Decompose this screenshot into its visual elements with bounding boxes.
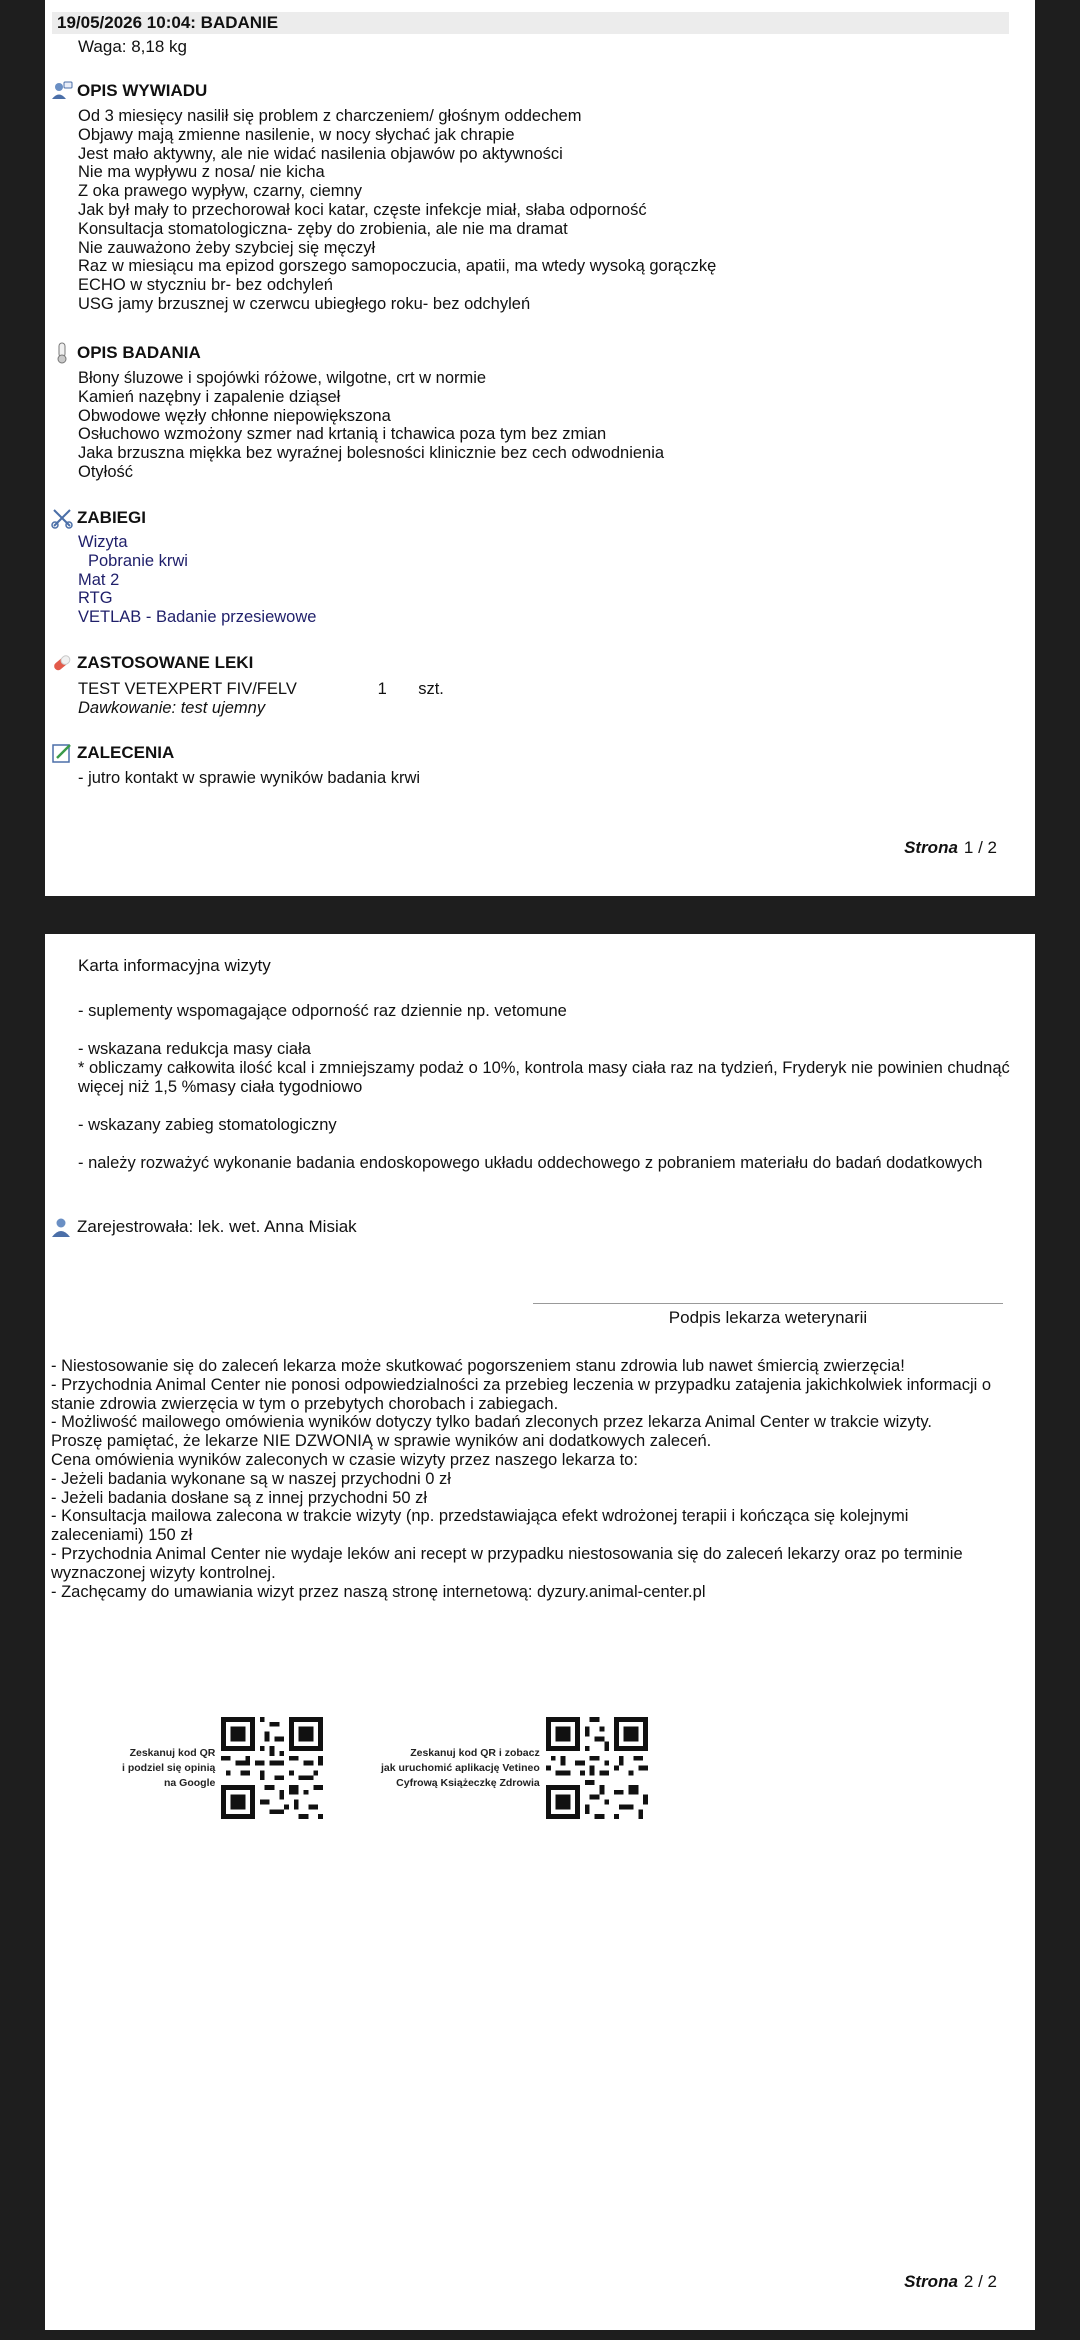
- recommendation-dental: - wskazany zabieg stomatologiczny: [78, 1116, 337, 1134]
- recommendation-weight-loss: - wskazana redukcja masy ciała: [78, 1040, 311, 1058]
- qr-code-icon: [221, 1717, 323, 1819]
- drug-name: TEST VETEXPERT FIV/FELV: [78, 680, 297, 698]
- scissors-icon: [51, 507, 73, 529]
- pill-icon: [51, 652, 73, 674]
- disclaimer-line: - Jeżeli badania dosłane są z innej przychodni 50 zł: [51, 1488, 428, 1507]
- visit-card-title: Karta informacyjna wizyty: [78, 956, 271, 975]
- section-drugs-title: ZASTOSOWANE LEKI: [51, 652, 253, 674]
- interview-line: Jak był mały to przechorował koci katar, częste infekcje miał, słaba odporność: [78, 200, 647, 219]
- drug-row: [78, 680, 444, 699]
- recommendation-line: - jutro kontakt w sprawie wyników badania krwi: [78, 769, 421, 787]
- disclaimer: [51, 1357, 1001, 1601]
- exam-lines: [78, 369, 664, 482]
- section-exam-title: OPIS BADANIA: [51, 342, 201, 364]
- qr-code-icon: [546, 1717, 648, 1819]
- section-procedures-title: ZABIEGI: [51, 507, 146, 529]
- exam-line: Obwodowe węzły chłonne niepowiększona: [78, 406, 391, 425]
- signature-line: [533, 1303, 1003, 1304]
- exam-line: Otyłość: [78, 462, 134, 481]
- exam-line: Jaka brzuszna miękka bez wyraźnej bolesności klinicznie bez cech odwodnienia: [78, 444, 665, 463]
- interview-line: Z oka prawego wypływ, czarny, ciemny: [78, 182, 362, 201]
- procedure-item: Pobranie krwi: [88, 551, 188, 570]
- page-number: Strona 2 / 2: [904, 2272, 997, 2291]
- recommendation-lines: [78, 769, 420, 788]
- qr-vetineo-caption: Zeskanuj kod QR i zobacz jak uruchomić aplikację Vetineo Cyfrową Książeczkę Zdrowia: [381, 1746, 540, 1789]
- disclaimer-line: - Przychodnia Animal Center nie ponosi odpowiedzialności za przebieg leczenia w przypadku zatajenia jakichkolwiek informacji o stanie zdrowia zwierzęcia w tym o przebytych chorobach i zabiegach.: [51, 1375, 992, 1413]
- interview-line: Nie ma wypływu z nosa/ nie kicha: [78, 163, 325, 182]
- notepad-icon: [51, 742, 73, 764]
- exam-line: Kamień nazębny i zapalenie dziąseł: [78, 387, 341, 406]
- drug-quantity: 1: [377, 680, 387, 698]
- interview-line: ECHO w styczniu br- bez odchyleń: [78, 276, 333, 295]
- procedure-item: Mat 2: [78, 570, 120, 589]
- disclaimer-line: - Niestosowanie się do zaleceń lekarza może skutkować pogorszeniem stanu zdrowia lub nawet śmiercią zwierzęcia!: [51, 1357, 905, 1375]
- procedure-item: Wizyta: [78, 533, 128, 551]
- qr-google-caption: Zeskanuj kod QR i podziel się opinią na Google: [122, 1746, 216, 1789]
- disclaimer-line: - Konsultacja mailowa zalecona w trakcie wizyty (np. przedstawiająca efekt wdrożonej terapii i kończąca się kolejnymi zaleceniami) 150 zł: [51, 1507, 909, 1545]
- visit-header: 19/05/2026 10:04: BADANIE: [52, 12, 1009, 34]
- document-page-2: [45, 934, 1035, 2330]
- interview-line: USG jamy brzusznej w czerwcu ubiegłego roku- bez odchyleń: [78, 294, 531, 313]
- recommendation-endoscopy: - należy rozważyć wykonanie badania endoskopowego układu oddechowego z pobraniem materiału do badań dodatkowych: [78, 1154, 983, 1172]
- signature-label: Podpis lekarza weterynarii: [668, 1308, 868, 1327]
- interview-line: Nie zauważono żeby szybciej się męczył: [78, 238, 376, 257]
- user-speech-icon: [51, 80, 73, 102]
- procedure-list: [78, 533, 316, 627]
- drug-unit: szt.: [418, 680, 444, 698]
- thermometer-icon: [51, 342, 73, 364]
- registered-by: Zarejestrowała: lek. wet. Anna Misiak: [51, 1216, 357, 1238]
- recommendation-supplements: - suplementy wspomagające odporność raz dziennie np. vetomune: [78, 1002, 567, 1020]
- recommendation-weight-loss-details: * obliczamy całkowita ilość kcal i zmniejszamy podaż o 10%, kontrola masy ciała raz na tydzień, Fryderyk nie powinien chudnąć więcej niż 1,5 %masy ciała tygodniowo: [78, 1059, 1010, 1096]
- disclaimer-line: - Możliwość mailowego omówienia wyników dotyczy tylko badań zleconych przez lekarza Animal Center w trakcie wizyty.: [51, 1413, 932, 1432]
- interview-line: Od 3 miesięcy nasilił się problem z charczeniem/ głośnym oddechem: [78, 107, 582, 125]
- page-number: Strona 1 / 2: [904, 838, 997, 857]
- interview-line: Konsultacja stomatologiczna- zęby do zrobienia, ale nie ma dramat: [78, 219, 568, 238]
- qr-google-review[interactable]: [122, 1717, 323, 1819]
- exam-line: Osłuchowo wzmożony szmer nad krtanią i tchawica poza tym bez zmian: [78, 425, 607, 444]
- section-interview-title: OPIS WYWIADU: [51, 80, 207, 102]
- drug-dosage: Dawkowanie: test ujemny: [78, 699, 266, 717]
- document-page-1: [45, 0, 1035, 896]
- interview-line: Jest mało aktywny, ale nie widać nasilenia objawów po aktywności: [78, 144, 563, 163]
- procedure-item: VETLAB - Badanie przesiewowe: [78, 608, 317, 627]
- exam-line: Błony śluzowe i spojówki różowe, wilgotne, crt w normie: [78, 369, 487, 387]
- disclaimer-line: - Przychodnia Animal Center nie wydaje leków ani recept w przypadku niestosowania się do zaleceń lekarzy oraz po terminie wyznaczonej wizyty kontrolnej.: [51, 1544, 963, 1582]
- disclaimer-line: - Zachęcamy do umawiania wizyt przez naszą stronę internetową: dyzury.animal-center.pl: [51, 1582, 706, 1601]
- patient-weight: Waga: 8,18 kg: [78, 37, 187, 56]
- section-recommendations-title: ZALECENIA: [51, 742, 174, 764]
- procedure-item: RTG: [78, 589, 113, 608]
- interview-lines: [78, 107, 716, 314]
- interview-line: Raz w miesiącu ma epizod gorszego samopoczucia, apatii, ma wtedy wysoką gorączkę: [78, 257, 717, 276]
- qr-vetineo-app[interactable]: [381, 1717, 648, 1819]
- disclaimer-line: Proszę pamiętać, że lekarze NIE DZWONIĄ w sprawie wyników ani dodatkowych zaleceń.: [51, 1432, 712, 1451]
- doctor-icon: [51, 1216, 73, 1238]
- disclaimer-line: - Jeżeli badania wykonane są w naszej przychodni 0 zł: [51, 1469, 451, 1488]
- interview-line: Objawy mają zmienne nasilenie, w nocy słychać jak chrapie: [78, 125, 515, 144]
- disclaimer-line: Cena omówienia wyników zaleconych w czasie wizyty przez naszego lekarza to:: [51, 1450, 638, 1469]
